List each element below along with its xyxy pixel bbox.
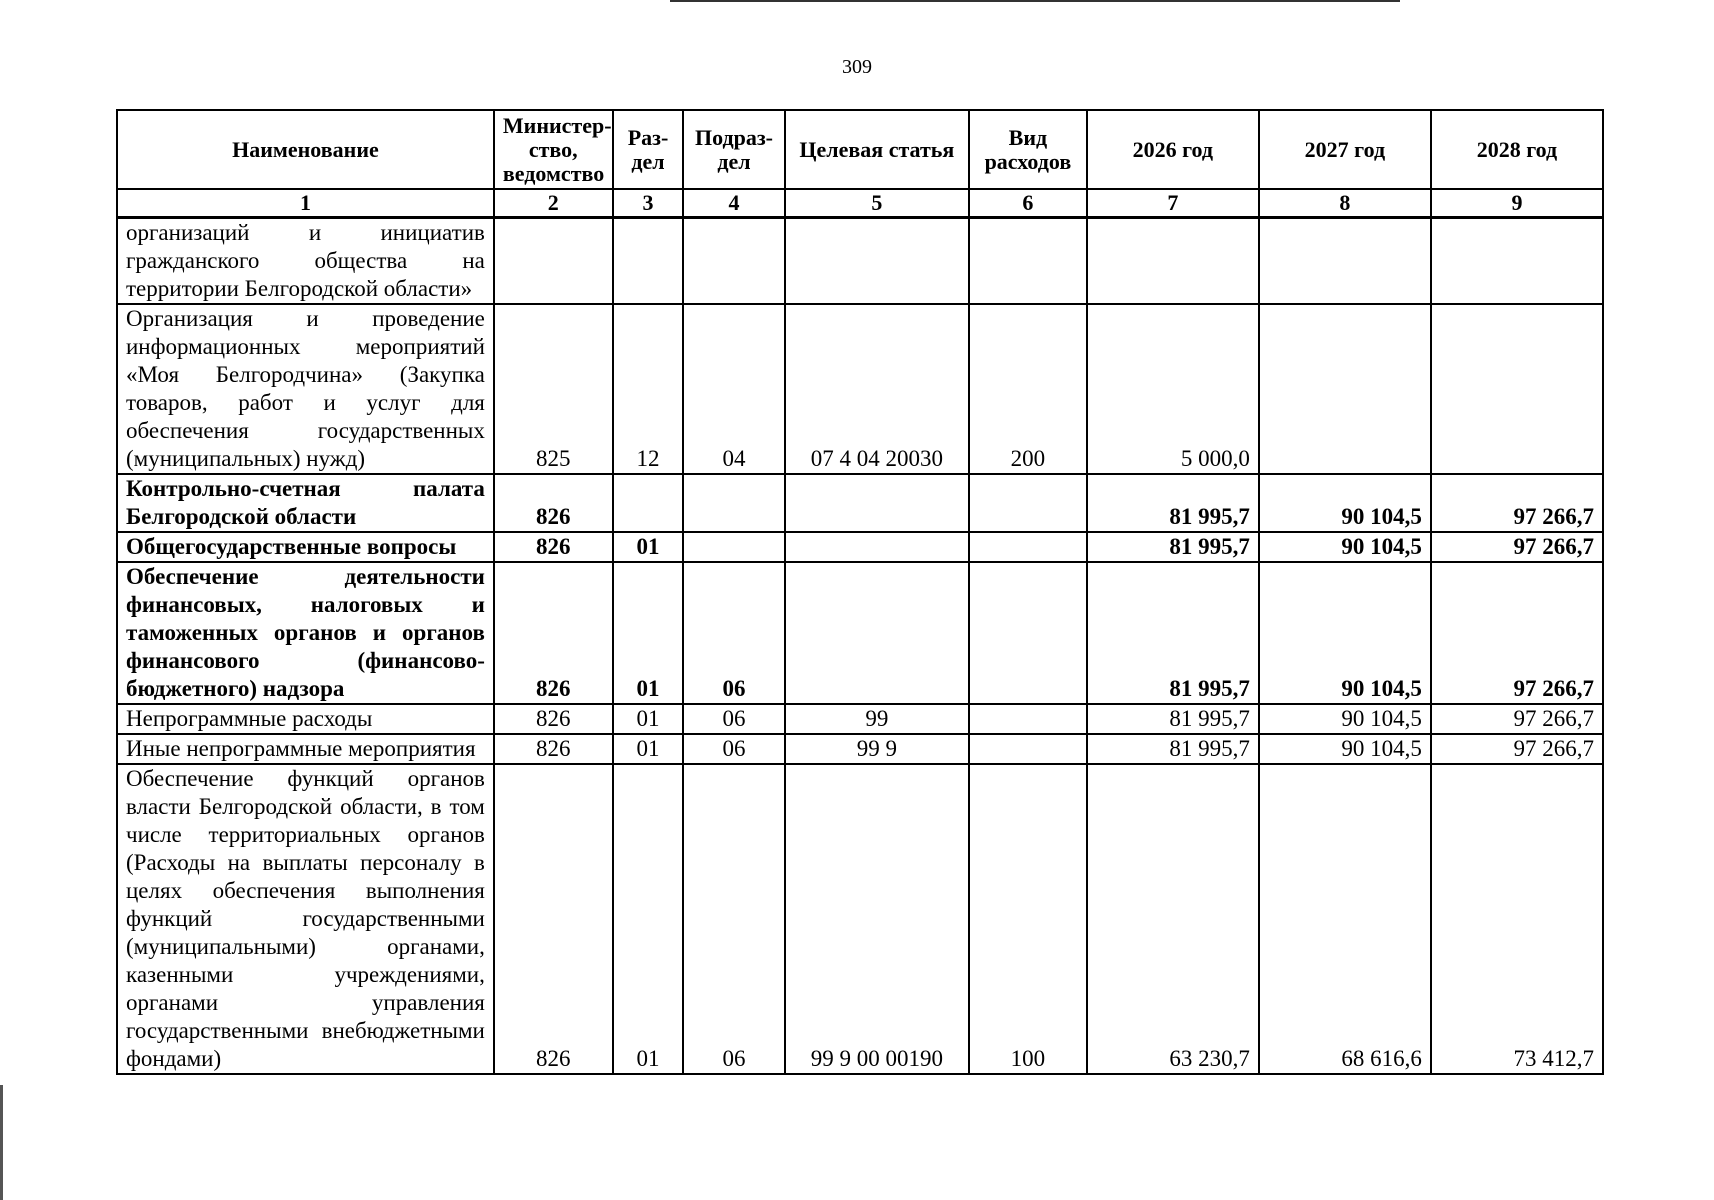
row-name-cell: Общегосударственные вопросы [117, 532, 494, 562]
amount-2028-cell: 97 266,7 [1431, 734, 1603, 764]
row-name-cell: Обеспечение деятельности финансовых, налоговых и таможенных органов и органов финансового (финансово-бюджетного) надзора [117, 562, 494, 704]
ministry-cell: 826 [494, 532, 613, 562]
razdel-cell [613, 474, 684, 532]
column-number: 9 [1431, 189, 1603, 218]
ministry-cell [494, 218, 613, 305]
vid-cell: 200 [969, 304, 1087, 474]
header-podrazdel: Подраз-дел [683, 110, 784, 189]
row-name-cell: организаций и инициатив гражданского общества на территории Белгородской области» [117, 218, 494, 305]
razdel-cell: 01 [613, 734, 684, 764]
amount-2027-cell [1259, 218, 1431, 305]
column-number: 8 [1259, 189, 1431, 218]
header-celevaya: Целевая статья [785, 110, 969, 189]
vid-cell [969, 562, 1087, 704]
column-number: 2 [494, 189, 613, 218]
amount-2028-cell: 97 266,7 [1431, 704, 1603, 734]
column-number: 4 [683, 189, 784, 218]
amount-2026-cell: 81 995,7 [1087, 734, 1259, 764]
podrazdel-cell: 06 [683, 764, 784, 1074]
header-ministry: Министер-ство, ведомство [494, 110, 613, 189]
podrazdel-cell [683, 474, 784, 532]
amount-2026-cell: 81 995,7 [1087, 532, 1259, 562]
vid-cell: 100 [969, 764, 1087, 1074]
razdel-cell: 01 [613, 532, 684, 562]
ministry-cell: 826 [494, 474, 613, 532]
amount-2026-cell: 81 995,7 [1087, 704, 1259, 734]
table-row [117, 474, 1603, 532]
table-row [117, 764, 1603, 1074]
podrazdel-cell: 06 [683, 704, 784, 734]
column-number: 3 [613, 189, 684, 218]
celevaya-cell: 99 9 00 00190 [785, 764, 969, 1074]
amount-2027-cell: 90 104,5 [1259, 734, 1431, 764]
ministry-cell: 826 [494, 734, 613, 764]
amount-2027-cell: 90 104,5 [1259, 474, 1431, 532]
top-border-line [670, 0, 1400, 2]
row-name-cell: Контрольно-счетная палата Белгородской области [117, 474, 494, 532]
razdel-cell [613, 218, 684, 305]
header-name: Наименование [117, 110, 494, 189]
header-razdel: Раз-дел [613, 110, 684, 189]
table-row [117, 532, 1603, 562]
amount-2028-cell: 97 266,7 [1431, 532, 1603, 562]
razdel-cell: 01 [613, 562, 684, 704]
budget-table [116, 109, 1604, 1075]
column-number-row [117, 189, 1603, 218]
header-vid: Вид расходов [969, 110, 1087, 189]
celevaya-cell: 99 9 [785, 734, 969, 764]
ministry-cell: 825 [494, 304, 613, 474]
amount-2028-cell: 97 266,7 [1431, 474, 1603, 532]
celevaya-cell [785, 218, 969, 305]
table-body [117, 218, 1603, 1075]
header-2026: 2026 год [1087, 110, 1259, 189]
table-row [117, 562, 1603, 704]
scan-edge [0, 1085, 3, 1200]
celevaya-cell [785, 562, 969, 704]
column-number: 1 [117, 189, 494, 218]
column-number: 6 [969, 189, 1087, 218]
table-row [117, 734, 1603, 764]
amount-2028-cell: 97 266,7 [1431, 562, 1603, 704]
podrazdel-cell [683, 218, 784, 305]
razdel-cell: 01 [613, 704, 684, 734]
amount-2028-cell [1431, 218, 1603, 305]
amount-2026-cell: 81 995,7 [1087, 474, 1259, 532]
celevaya-cell [785, 474, 969, 532]
celevaya-cell: 07 4 04 20030 [785, 304, 969, 474]
column-number: 5 [785, 189, 969, 218]
amount-2026-cell: 63 230,7 [1087, 764, 1259, 1074]
row-name-cell: Иные непрограммные мероприятия [117, 734, 494, 764]
amount-2026-cell [1087, 218, 1259, 305]
table-row [117, 704, 1603, 734]
vid-cell [969, 218, 1087, 305]
vid-cell [969, 704, 1087, 734]
amount-2027-cell: 90 104,5 [1259, 532, 1431, 562]
vid-cell [969, 474, 1087, 532]
celevaya-cell [785, 532, 969, 562]
row-name-cell: Непрограммные расходы [117, 704, 494, 734]
podrazdel-cell: 06 [683, 562, 784, 704]
razdel-cell: 01 [613, 764, 684, 1074]
ministry-cell: 826 [494, 704, 613, 734]
table-row [117, 304, 1603, 474]
ministry-cell: 826 [494, 764, 613, 1074]
column-number: 7 [1087, 189, 1259, 218]
podrazdel-cell: 04 [683, 304, 784, 474]
ministry-cell: 826 [494, 562, 613, 704]
amount-2027-cell [1259, 304, 1431, 474]
row-name-cell: Организация и проведение информационных мероприятий «Моя Белгородчина» (Закупка товаров, работ и услуг для обеспечения государственных (муниципальных) нужд) [117, 304, 494, 474]
table-row [117, 218, 1603, 305]
amount-2026-cell: 5 000,0 [1087, 304, 1259, 474]
razdel-cell: 12 [613, 304, 684, 474]
amount-2028-cell [1431, 304, 1603, 474]
header-2028: 2028 год [1431, 110, 1603, 189]
podrazdel-cell: 06 [683, 734, 784, 764]
amount-2026-cell: 81 995,7 [1087, 562, 1259, 704]
podrazdel-cell [683, 532, 784, 562]
vid-cell [969, 734, 1087, 764]
row-name-cell: Обеспечение функций органов власти Белгородской области, в том числе территориальных органов (Расходы на выплаты персоналу в целях обеспечения выполнения функций государственными (муниципальными) органами, казенными учреждениями, органами управления государственными внебюджетными фондами) [117, 764, 494, 1074]
vid-cell [969, 532, 1087, 562]
amount-2028-cell: 73 412,7 [1431, 764, 1603, 1074]
page-number: 309 [842, 56, 872, 78]
amount-2027-cell: 90 104,5 [1259, 562, 1431, 704]
header-row [117, 110, 1603, 189]
amount-2027-cell: 68 616,6 [1259, 764, 1431, 1074]
header-2027: 2027 год [1259, 110, 1431, 189]
amount-2027-cell: 90 104,5 [1259, 704, 1431, 734]
celevaya-cell: 99 [785, 704, 969, 734]
